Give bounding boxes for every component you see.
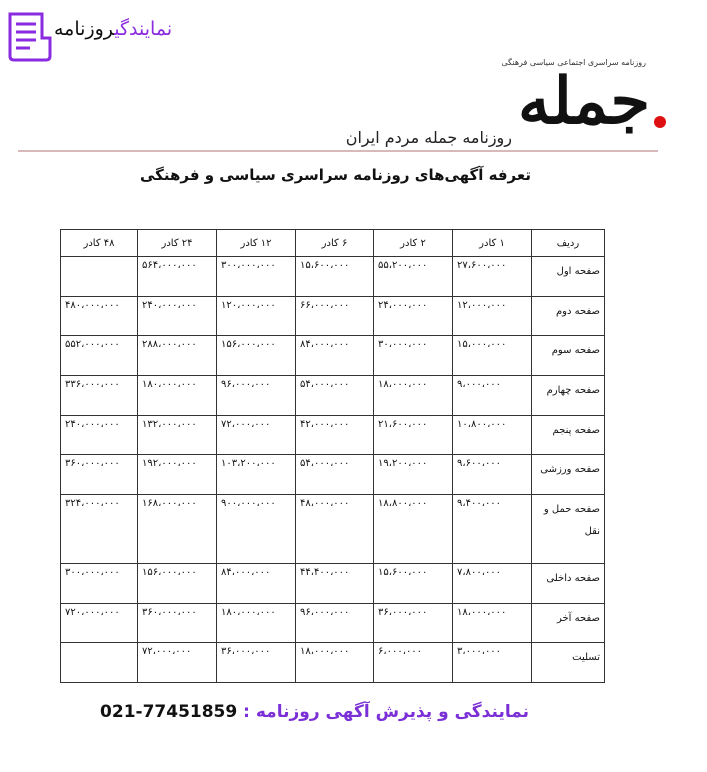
table-row — [61, 563, 605, 603]
price-cell — [453, 376, 532, 416]
price-cell — [374, 495, 453, 564]
price-value: ۲۴۰،۰۰۰،۰۰۰ — [142, 299, 197, 311]
price-value: ۸۴،۰۰۰،۰۰۰ — [221, 566, 271, 578]
table-row — [61, 603, 605, 643]
price-cell — [217, 603, 296, 643]
price-cell — [138, 643, 217, 683]
price-cell — [138, 603, 217, 643]
price-value: ۵۴،۰۰۰،۰۰۰ — [300, 458, 350, 470]
row-label: صفحه ورزشی — [532, 455, 605, 495]
price-cell — [374, 257, 453, 297]
price-value: ۹۶،۰۰۰،۰۰۰ — [221, 379, 271, 391]
price-value: ۳۳۶،۰۰۰،۰۰۰ — [65, 379, 120, 391]
price-value: ۳،۰۰۰،۰۰۰ — [457, 646, 502, 658]
newspaper-masthead — [262, 56, 672, 156]
price-value: ۹،۴۰۰،۰۰۰ — [457, 498, 502, 510]
price-cell — [61, 603, 138, 643]
price-cell — [374, 455, 453, 495]
price-value: ۲۱،۶۰۰،۰۰۰ — [378, 418, 428, 430]
price-cell — [296, 336, 374, 376]
price-value: ۲۴۰،۰۰۰،۰۰۰ — [65, 418, 120, 430]
price-value: ۱۸،۸۰۰،۰۰۰ — [378, 498, 428, 510]
row-label: صفحه دوم — [532, 296, 605, 336]
price-cell — [61, 495, 138, 564]
price-cell — [374, 336, 453, 376]
price-cell — [217, 257, 296, 297]
price-cell — [296, 257, 374, 297]
price-value: ۱۸،۰۰۰،۰۰۰ — [300, 646, 350, 658]
price-cell — [374, 563, 453, 603]
price-cell — [453, 257, 532, 297]
price-cell — [453, 415, 532, 455]
table-row — [61, 257, 605, 297]
price-value: ۷،۸۰۰،۰۰۰ — [457, 566, 502, 578]
masthead-dot — [654, 116, 666, 128]
col-header-48: ۴۸ کادر — [61, 230, 138, 257]
contact-label: نمایندگی و پذیرش آگهی روزنامه : — [243, 702, 529, 722]
price-cell — [138, 336, 217, 376]
table-row — [61, 643, 605, 683]
masthead-logo: جمله — [517, 64, 650, 139]
masthead-divider — [18, 150, 658, 152]
contact-footer — [100, 702, 529, 722]
price-value: ۴۸،۰۰۰،۰۰۰ — [300, 498, 350, 510]
price-cell — [61, 415, 138, 455]
price-value: ۹،۰۰۰،۰۰۰ — [457, 379, 502, 391]
price-cell — [453, 455, 532, 495]
brand-name: نمایندگیروزنامه — [54, 18, 173, 40]
price-value: ۷۲۰،۰۰۰،۰۰۰ — [65, 606, 120, 618]
price-value: ۹،۶۰۰،۰۰۰ — [457, 458, 502, 470]
price-value: ۹۰۰،۰۰۰،۰۰۰ — [221, 498, 276, 510]
price-value: ۱۰۳،۲۰۰،۰۰۰ — [221, 458, 276, 470]
price-cell — [138, 415, 217, 455]
price-cell — [138, 296, 217, 336]
price-value: ۱۳۲،۰۰۰،۰۰۰ — [142, 418, 197, 430]
newspaper-icon — [6, 10, 54, 62]
table-row — [61, 296, 605, 336]
price-cell — [138, 376, 217, 416]
table-row — [61, 495, 605, 564]
price-value: ۱۸،۰۰۰،۰۰۰ — [378, 379, 428, 391]
price-cell — [296, 643, 374, 683]
price-value: ۱۸۰،۰۰۰،۰۰۰ — [142, 379, 197, 391]
price-cell — [138, 495, 217, 564]
price-value: ۴۸۰،۰۰۰،۰۰۰ — [65, 299, 120, 311]
price-value: ۱۹۲،۰۰۰،۰۰۰ — [142, 458, 197, 470]
price-cell — [374, 296, 453, 336]
price-value: ۱۲،۰۰۰،۰۰۰ — [457, 299, 507, 311]
row-label: تسلیت — [532, 643, 605, 683]
row-label: صفحه پنجم — [532, 415, 605, 455]
price-cell — [453, 296, 532, 336]
price-cell — [374, 376, 453, 416]
masthead-name: روزنامه جمله مردم ایران — [345, 128, 512, 147]
price-cell — [217, 563, 296, 603]
price-value: ۹۶،۰۰۰،۰۰۰ — [300, 606, 350, 618]
row-label: صفحه اول — [532, 257, 605, 297]
price-value: ۶،۰۰۰،۰۰۰ — [378, 646, 423, 658]
price-value: ۱۶۸،۰۰۰،۰۰۰ — [142, 498, 197, 510]
price-cell — [296, 603, 374, 643]
price-cell — [453, 336, 532, 376]
price-cell — [61, 376, 138, 416]
price-value: ۱۸۰،۰۰۰،۰۰۰ — [221, 606, 276, 618]
page-title: تعرفه آگهی‌های روزنامه سراسری سیاسی و فرهنگی — [139, 166, 531, 184]
table-header-row — [61, 230, 605, 257]
price-value: ۱۲۰،۰۰۰،۰۰۰ — [221, 299, 276, 311]
price-cell — [217, 643, 296, 683]
price-cell — [296, 563, 374, 603]
price-cell — [296, 296, 374, 336]
price-cell — [61, 643, 138, 683]
price-value: ۳۶۰،۰۰۰،۰۰۰ — [142, 606, 197, 618]
price-cell — [217, 415, 296, 455]
price-cell — [374, 603, 453, 643]
masthead-tagline: روزنامه سراسری اجتماعی سیاسی فرهنگی — [501, 58, 646, 67]
price-cell — [138, 455, 217, 495]
col-header-6: ۶ کادر — [296, 230, 374, 257]
price-value: ۳۰،۰۰۰،۰۰۰ — [378, 339, 428, 351]
price-cell — [374, 415, 453, 455]
price-value: ۱۵،۶۰۰،۰۰۰ — [378, 566, 428, 578]
price-cell — [61, 336, 138, 376]
row-label: صفحه سوم — [532, 336, 605, 376]
price-cell — [61, 257, 138, 297]
table-row — [61, 376, 605, 416]
price-cell — [217, 495, 296, 564]
price-value: ۸۴،۰۰۰،۰۰۰ — [300, 339, 350, 351]
price-value: ۱۸،۰۰۰،۰۰۰ — [457, 606, 507, 618]
row-label: صفحه حمل و نقل — [532, 495, 605, 564]
price-value: ۲۷،۶۰۰،۰۰۰ — [457, 260, 507, 271]
col-header-2: ۲ کادر — [374, 230, 453, 257]
price-cell — [217, 455, 296, 495]
price-cell — [374, 643, 453, 683]
row-label: صفحه آخر — [532, 603, 605, 643]
price-value: ۶۶،۰۰۰،۰۰۰ — [300, 299, 350, 311]
price-value: ۴۴،۴۰۰،۰۰۰ — [300, 566, 350, 578]
brand-logo[interactable] — [0, 6, 250, 62]
price-cell — [217, 296, 296, 336]
price-value: ۳۰۰،۰۰۰،۰۰۰ — [65, 566, 120, 578]
price-value: ۳۲۴،۰۰۰،۰۰۰ — [65, 498, 120, 510]
price-cell — [296, 455, 374, 495]
row-label: صفحه داخلی — [532, 563, 605, 603]
price-cell — [453, 603, 532, 643]
price-cell — [61, 455, 138, 495]
price-cell — [296, 495, 374, 564]
price-value: ۱۹،۲۰۰،۰۰۰ — [378, 458, 428, 470]
price-cell — [217, 336, 296, 376]
price-value: ۷۲،۰۰۰،۰۰۰ — [142, 646, 192, 658]
price-value: ۱۵۶،۰۰۰،۰۰۰ — [142, 566, 197, 578]
price-value: ۵۴،۰۰۰،۰۰۰ — [300, 379, 350, 391]
table-row — [61, 415, 605, 455]
price-value: ۳۶۰،۰۰۰،۰۰۰ — [65, 458, 120, 470]
price-cell — [61, 563, 138, 603]
price-value: ۴۲،۰۰۰،۰۰۰ — [300, 418, 350, 430]
price-value: ۷۲،۰۰۰،۰۰۰ — [221, 418, 271, 430]
col-header-12: ۱۲ کادر — [217, 230, 296, 257]
col-header-row-label: ردیف — [532, 230, 605, 257]
price-value: ۲۴،۰۰۰،۰۰۰ — [378, 299, 428, 311]
price-value: ۵۶۴،۰۰۰،۰۰۰ — [142, 260, 197, 271]
price-value: ۱۵،۶۰۰،۰۰۰ — [300, 260, 350, 271]
price-cell — [296, 376, 374, 416]
price-value: ۳۰۰،۰۰۰،۰۰۰ — [221, 260, 276, 271]
price-cell — [453, 495, 532, 564]
price-value: ۵۵۲،۰۰۰،۰۰۰ — [65, 339, 120, 351]
price-cell — [453, 643, 532, 683]
price-value: ۳۶،۰۰۰،۰۰۰ — [378, 606, 428, 618]
price-value: ۱۵،۰۰۰،۰۰۰ — [457, 339, 507, 351]
price-cell — [138, 563, 217, 603]
price-value: ۲۸۸،۰۰۰،۰۰۰ — [142, 339, 197, 351]
price-cell — [296, 415, 374, 455]
price-value: ۱۰،۸۰۰،۰۰۰ — [457, 418, 507, 430]
col-header-24: ۲۴ کادر — [138, 230, 217, 257]
price-value: ۳۶،۰۰۰،۰۰۰ — [221, 646, 271, 658]
price-value: ۵۵،۲۰۰،۰۰۰ — [378, 260, 428, 271]
price-cell — [61, 296, 138, 336]
price-cell — [217, 376, 296, 416]
rates-table — [60, 229, 605, 683]
price-cell — [138, 257, 217, 297]
col-header-1: ۱ کادر — [453, 230, 532, 257]
table-row — [61, 455, 605, 495]
contact-phone[interactable]: 021-77451859 — [100, 702, 238, 722]
row-label: صفحه چهارم — [532, 376, 605, 416]
price-cell — [453, 563, 532, 603]
price-value: ۱۵۶،۰۰۰،۰۰۰ — [221, 339, 276, 351]
table-row — [61, 336, 605, 376]
